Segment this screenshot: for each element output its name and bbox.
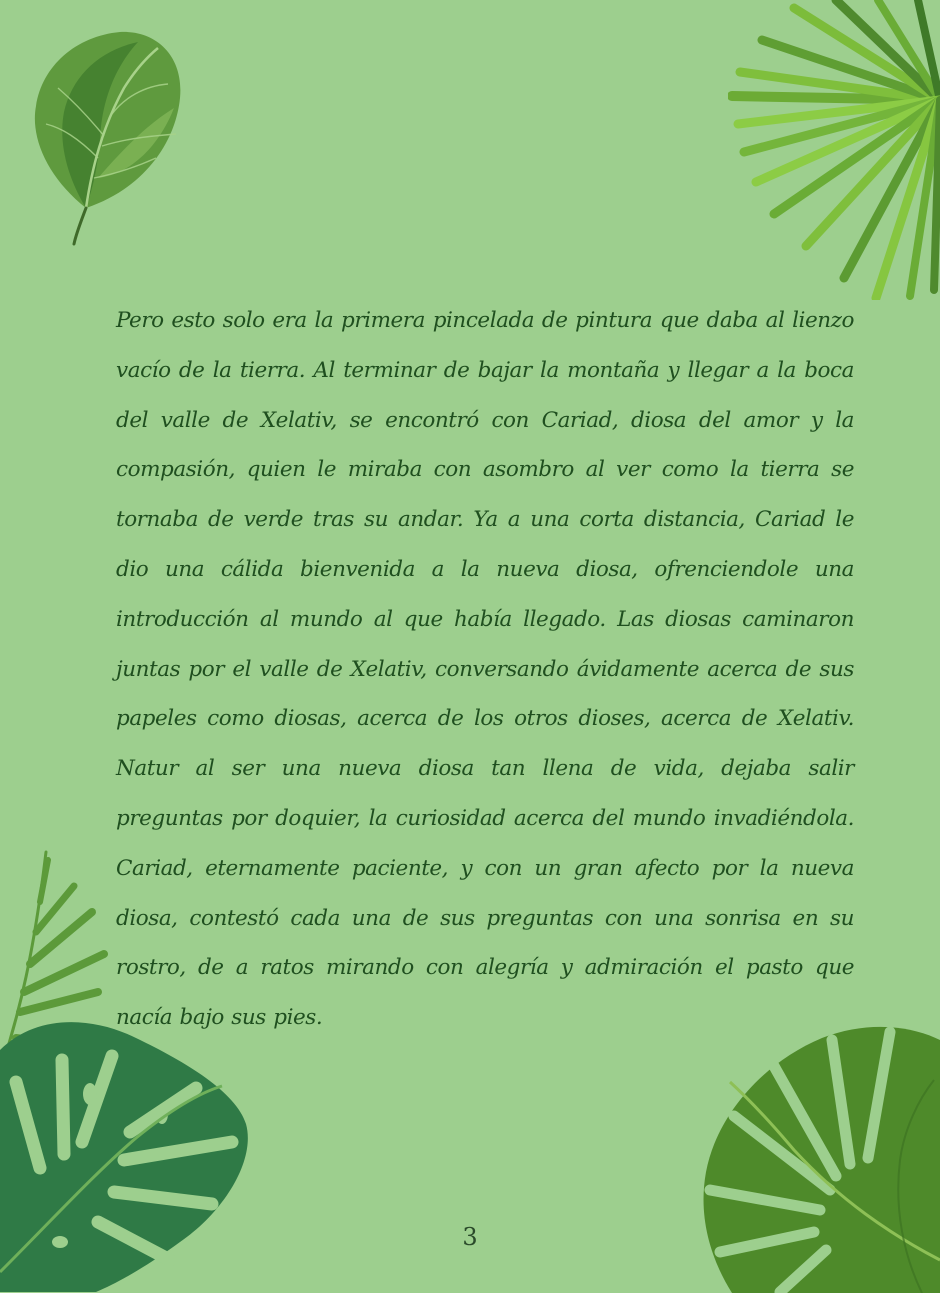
leaf-top-right-icon [728,0,940,300]
page-number: 3 [462,1223,478,1251]
leaf-top-left-icon [28,28,188,248]
story-paragraph: Pero esto solo era la primera pincelada de pintura que daba al lienzo vacío de la tierra. Al terminar de bajar la montaña y llegar a la boca del valle de Xelativ, se encontró con Cariad, diosa del amor y la compasión, quien le miraba con asombro al ver como la tierra se tornaba de verde tras su andar. Ya a una corta distancia, Cariad le dio una cálida bienvenida a la nueva diosa, ofrenciendole una introducción al mundo al que había llegado. Las diosas caminaron juntas por el valle de Xelativ, conversando ávidamente acerca de sus papeles como diosas, acerca de los otros dioses, acerca de Xelativ. Natur al ser una nueva diosa tan llena de vida, dejaba salir preguntas por doquier, la curiosidad acerca del mundo invadiéndola. Cariad, eternamente paciente, y con un gran afecto por la nueva diosa, contestó cada una de sus preguntas con una sonrisa en su rostro, de a ratos mirando con alegría y admiración el pasto que nacía bajo sus pies. [116,308,854,1031]
leaf-bottom-right-icon [690,1020,940,1293]
